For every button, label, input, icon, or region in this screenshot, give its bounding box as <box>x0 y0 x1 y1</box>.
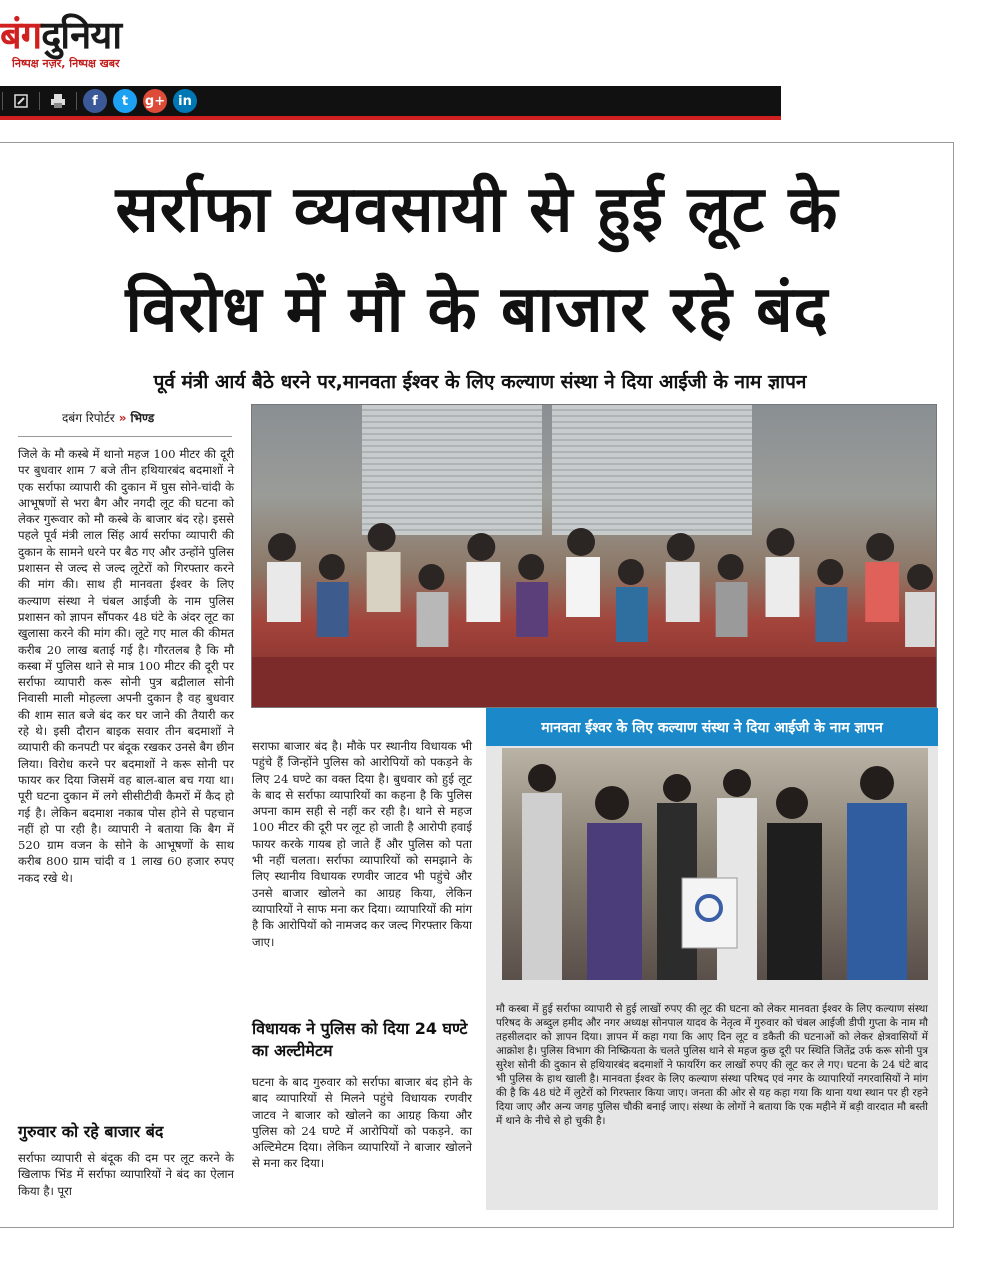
linkedin-icon[interactable]: in <box>173 89 197 113</box>
byline-place: भिण्ड <box>130 411 155 425</box>
memorandum-photo-title: मानवता ईश्वर के लिए कल्याण संस्था ने दिया आईजी के नाम ज्ञापन <box>486 708 938 746</box>
share-toolbar <box>0 86 781 120</box>
protest-photo <box>251 404 937 708</box>
byline-divider <box>18 436 232 437</box>
facebook-icon[interactable]: f <box>83 89 107 113</box>
logo-red-part: बंग <box>0 13 42 57</box>
masthead <box>0 0 781 120</box>
toolbar-divider <box>2 92 3 110</box>
crowd-illustration <box>252 507 936 707</box>
memorandum-photo <box>502 748 928 980</box>
subheadline: पूर्व मंत्री आर्य बैठे धरने पर,मानवता ईश्वर के लिए कल्याण संस्था ने दिया आईजी के नाम ज्ञापन <box>153 371 807 393</box>
toolbar-divider <box>76 92 77 110</box>
headline-line-2: विरोध में मौ के बाजार रहे बंद <box>125 273 829 347</box>
memorandum-photo-caption: मौ कस्बा में हुई सर्राफा व्यापारी से हुई लाखों रुपए की लूट की घटना को लेकर मानवता ईश्वर के लिए कल्याण संस्था परिषद के अब्दुल हमीद और नगर अध्यक्ष सोनपाल यादव के नेतृत्व में गुरुवार को चंबल आईजी डीपी गुप्ता के नाम मौ तहसीलदार को ज्ञापन दिया। ज्ञापन में कहा गया कि आए दिन लूट व डकैती की घटनाओं को लेकर क्षेत्रवासियों में आक्रोश है। पुलिस विभाग की निष्क्रियता के चलते पुलिस थाने से महज कुछ दूरी पर स्थिति जितेंद्र उर्फ करू सोनी पुत्र सुरेश सोनी की दुकान से हथियारबंद बदमाशों ने फायरिंग कर लाखों रुपए की लूट कर ले गए। घटना के 24 घंटे बाद भी पुलिस के हाथ खाली है। मानवता ईश्वर के लिए कल्याण संस्था परिषद एवं नगर के व्यापारियों नगरवासियों ने मांग की है कि 48 घंटे में लुटेरों को गिरफ्तार किया जाए। जनता की ओर से यह कहा गया कि थाना यथा स्थान पर ही रहने दिया जाए और अन्य जगह पुलिस चौकी बनाई जाए। संस्था के लोगों ने बताया कि एक महीने में बड़ी वारदात मौ बस्ती में थाने के नीचे से हो चुकी है। <box>496 1003 928 1127</box>
byline <box>62 409 154 426</box>
byline-separator: » <box>118 411 127 425</box>
headline-line-1: सर्राफा व्यवसायी से हुई लूट के <box>115 173 839 247</box>
toolbar-divider <box>39 92 40 110</box>
byline-reporter: दबंग रिपोर्टर <box>62 411 115 425</box>
article-body-column-2: सराफा बाजार बंद है। मौके पर स्थानीय विधायक भी पहुंचे हैं जिन्होंने पुलिस को आरोपियों को पकड़ने के लिए 24 घण्टे का वक्त दिया है। बुधवार को हुई लूट के बाद से सर्राफा व्यापारियों का कहना है कि पुलिस अपना काम सही से नहीं कर रही है। थाने से महज 100 मीटर की दूरी पर लूट हो जाती है आरोपी हवाई फायर करके गायब हो जाते हैं और पुलिस को पता भी नहीं चलता। सर्राफा व्यापारियों को समझाने के लिए स्थानीय विधायक रणवीर जाटव भी पहुंचे और उनसे बाजार खोलने का आग्रह किया, लेकिन व्यापारियों ने साफ मना कर दिया। व्यापारियों की मांग है कि आरोपियों को नामजद कर जल्द गिरफ्तार किया जाए। <box>252 739 472 949</box>
logo-black-part: दुनिया <box>41 13 122 57</box>
google-plus-icon[interactable]: g+ <box>143 89 167 113</box>
section-heading-mla-ultimatum: विधायक ने पुलिस को दिया 24 घण्टे का अल्टीमेटम <box>252 1019 468 1060</box>
section-body-mla-ultimatum: घटना के बाद गुरुवार को सर्राफा बाजार बंद होने के बाद व्यापारियों से मिलने पहुंचे विधायक रणवीर जाटव ने बाजार को खोलने का आग्रह किया और पुलिस को 24 घण्टे में आरोपियों को पकड़ने. का अल्टिमेटम दिया। लेकिन व्यापारियों ने बाजार खोलने से मना कर दिया। <box>252 1075 472 1171</box>
twitter-icon[interactable]: t <box>113 89 137 113</box>
section-body-market-closed: सर्राफा व्यापारी से बंदूक की दम पर लूट करने के खिलाफ भिंड में सर्राफा व्यापारियों ने बंद का ऐलान किया है। पूरा <box>18 1151 234 1198</box>
print-icon[interactable] <box>46 89 70 113</box>
edit-icon[interactable] <box>9 89 33 113</box>
memorandum-illustration <box>502 748 928 980</box>
article-body-column-1: जिले के मौ कस्बे में थानो महज 100 मीटर की दूरी पर बुधवार शाम 7 बजे तीन हथियारबंद बदमाशों ने एक सर्राफा व्यापारी की दुकान में घुस सोने-चांदी के आभूषणों से भरा बैग और नगदी लूट की घटना को लेकर गुरूवार को मौ कस्बे के बाजार बंद रहे। इससे पहले पूर्व मंत्री लाल सिंह आर्य सर्राफा व्यापारी की दुकान के सामने धरने पर बैठ गए और उन्होंने पुलिस प्रशासन से जल्द से जल्द लूटेरों को गिरफ्तार करने की मांग की। साथ ही मानवता ईश्वर के लिए कल्याण संस्था ने चंबल आईजी के नाम पुलिस प्रशासन को ज्ञापन सौंपकर 48 घंटे के अंदर लूट का खुलासा करने की मांग की। लूटे गए माल की कीमत करीब 20 लाख बताई गई है। गौरतलब है कि मौ कस्बा में पुलिस थाने से मात्र 100 मीटर की दूरी पर सर्राफा व्यापारी करू सोनी पुत्र बद्रीलाल सोनी निवासी माली मोहल्ला अपनी दुकान है वह बुधवार की शाम सात बजे बंद कर घर जाने की तैयारी कर रहे थे। इसी दौरान बाइक सवार तीन बदमाशों ने व्यापारी की कनपटी पर बंदूक रखकर उनसे बैग छीन लिया। विरोध करने पर बदमाशों ने करू सोनी पर फायर कर दिया जिसमें वह बाल-बाल बच गया था। पूरी घटना दुकान में लगे सीसीटीवी कैमरों में कैद हो गई है। लेकिन बदमाश नकाब पोस होने से पहचान नहीं हो पा रही है। व्यापारी ने बताया कि बैग में 520 ग्राम वजन के सोने के आभूषणों के साथ करीब 800 ग्राम चांदी व 1 लाख 60 हजार रुपए नकद रखे थे। <box>18 447 234 885</box>
site-tagline: निष्पक्ष नज़र, निष्पक्ष खबर <box>12 57 120 70</box>
section-heading-market-closed: गुरुवार को रहे बाजार बंद <box>18 1122 164 1141</box>
site-logo[interactable] <box>0 8 121 60</box>
